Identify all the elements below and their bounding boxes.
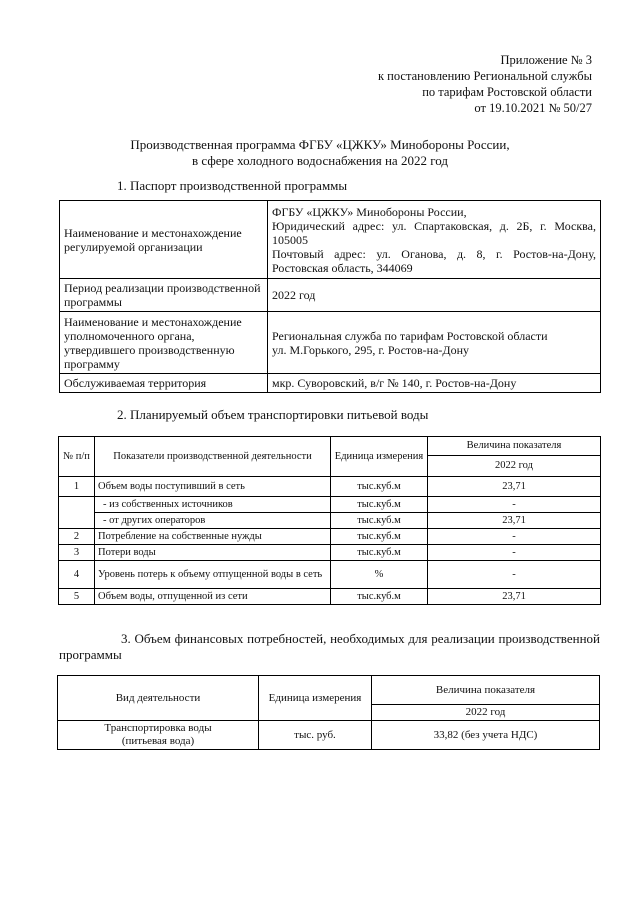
value-line: Региональная служба по тарифам Ростовской области	[272, 328, 548, 343]
cell-unit: %	[331, 561, 428, 589]
col-header: Показатели производственной деятельности	[95, 437, 331, 477]
row-label: Наименование и местонахождение регулируемой организации	[60, 201, 268, 279]
table-row	[58, 721, 600, 750]
cell-value: 23,71	[428, 513, 601, 529]
cell-num: 4	[59, 561, 95, 589]
title-line: в сфере холодного водоснабжения на 2022 год	[192, 153, 448, 168]
cell-name: Объем воды поступивший в сеть	[95, 477, 331, 497]
table-row	[59, 545, 601, 561]
table-row	[60, 374, 601, 393]
passport-table	[59, 200, 601, 393]
col-header: № п/п	[59, 437, 95, 477]
table-header-row	[58, 676, 600, 705]
table-row	[59, 477, 601, 497]
cell-unit: тыс.куб.м	[331, 513, 428, 529]
value-line: Почтовый адрес: ул. Оганова, д. 8, г. Ростов-на-Дону,	[272, 246, 596, 261]
cell-unit: тыс.куб.м	[331, 529, 428, 545]
cell-value: -	[428, 497, 601, 513]
cell-name: Уровень потерь к объему отпущенной воды в сеть	[95, 561, 331, 589]
section1-heading: 1. Паспорт производственной программы	[117, 178, 348, 193]
value-line: Юридический адрес: ул. Спартаковская, д. 2Б, г. Москва,	[272, 218, 596, 233]
row-value	[268, 312, 601, 374]
col-header: Величина показателя	[428, 437, 601, 456]
row-label: Наименование и местонахождение уполномоченного органа, утвердившего производственную программу	[60, 312, 268, 374]
volume-table	[58, 436, 601, 605]
table-row	[60, 201, 601, 279]
cell-num: 3	[59, 545, 95, 561]
appendix-line: к постановлению Региональной службы	[377, 69, 592, 83]
cell-num: 5	[59, 589, 95, 605]
document-title	[0, 137, 640, 169]
table-row	[60, 312, 601, 374]
activity-line: (питьевая вода)	[121, 735, 195, 747]
value-line: ул. М.Горького, 295, г. Ростов-на-Дону	[272, 342, 469, 357]
table-row	[59, 497, 601, 513]
cell-value: -	[428, 529, 601, 545]
value-line: ФГБУ «ЦЖКУ» Минобороны России,	[272, 204, 467, 219]
cell-value: -	[428, 561, 601, 589]
appendix-line: по тарифам Ростовской области	[422, 85, 592, 99]
col-header: 2022 год	[428, 456, 601, 477]
col-header: 2022 год	[372, 705, 600, 721]
value-line: 105005	[272, 232, 308, 247]
cell-unit: тыс.куб.м	[331, 589, 428, 605]
appendix-header	[378, 52, 592, 116]
row-value: 2022 год	[268, 279, 601, 312]
cell-num: 1	[59, 477, 95, 497]
table-row	[59, 589, 601, 605]
cell-name: - из собственных источников	[95, 497, 331, 513]
cell-name: - от других операторов	[95, 513, 331, 529]
cell-name: Объем воды, отпущенной из сети	[95, 589, 331, 605]
activity-line: Транспортировка воды	[104, 722, 212, 734]
section3-heading: 3. Объем финансовых потребностей, необходимых для реализации производственной программы	[59, 631, 600, 662]
table-row	[59, 561, 601, 589]
cell-value: 23,71	[428, 589, 601, 605]
table-row	[59, 513, 601, 529]
cell-unit: тыс.куб.м	[331, 497, 428, 513]
table-row	[60, 279, 601, 312]
col-header: Единица измерения	[331, 437, 428, 477]
cell-value: 23,71	[428, 477, 601, 497]
cell-name: Потребление на собственные нужды	[95, 529, 331, 545]
row-label: Период реализации производственной программы	[60, 279, 268, 312]
row-label: Обслуживаемая территория	[60, 374, 268, 393]
table-header-row	[59, 437, 601, 456]
row-value: мкр. Суворовский, в/г № 140, г. Ростов-на-Дону	[268, 374, 601, 393]
col-header: Единица измерения	[259, 676, 372, 721]
title-line: Производственная программа ФГБУ «ЦЖКУ» Минобороны России,	[130, 137, 510, 152]
cell-value: 33,82 (без учета НДС)	[372, 721, 600, 750]
value-line: Ростовская область, 344069	[272, 260, 413, 275]
col-header: Вид деятельности	[58, 676, 259, 721]
section2-heading: 2. Планируемый объем транспортировки питьевой воды	[117, 407, 429, 422]
cell-num	[59, 497, 95, 529]
table-row	[59, 529, 601, 545]
appendix-line: от 19.10.2021 № 50/27	[474, 101, 592, 115]
cell-name: Потери воды	[95, 545, 331, 561]
cell-num: 2	[59, 529, 95, 545]
finance-table	[57, 675, 600, 750]
appendix-line: Приложение № 3	[500, 53, 592, 67]
cell-unit: тыс.куб.м	[331, 545, 428, 561]
cell-unit: тыс.куб.м	[331, 477, 428, 497]
cell-unit: тыс. руб.	[259, 721, 372, 750]
cell-activity	[58, 721, 259, 750]
row-value	[268, 201, 601, 279]
col-header: Величина показателя	[372, 676, 600, 705]
cell-value: -	[428, 545, 601, 561]
